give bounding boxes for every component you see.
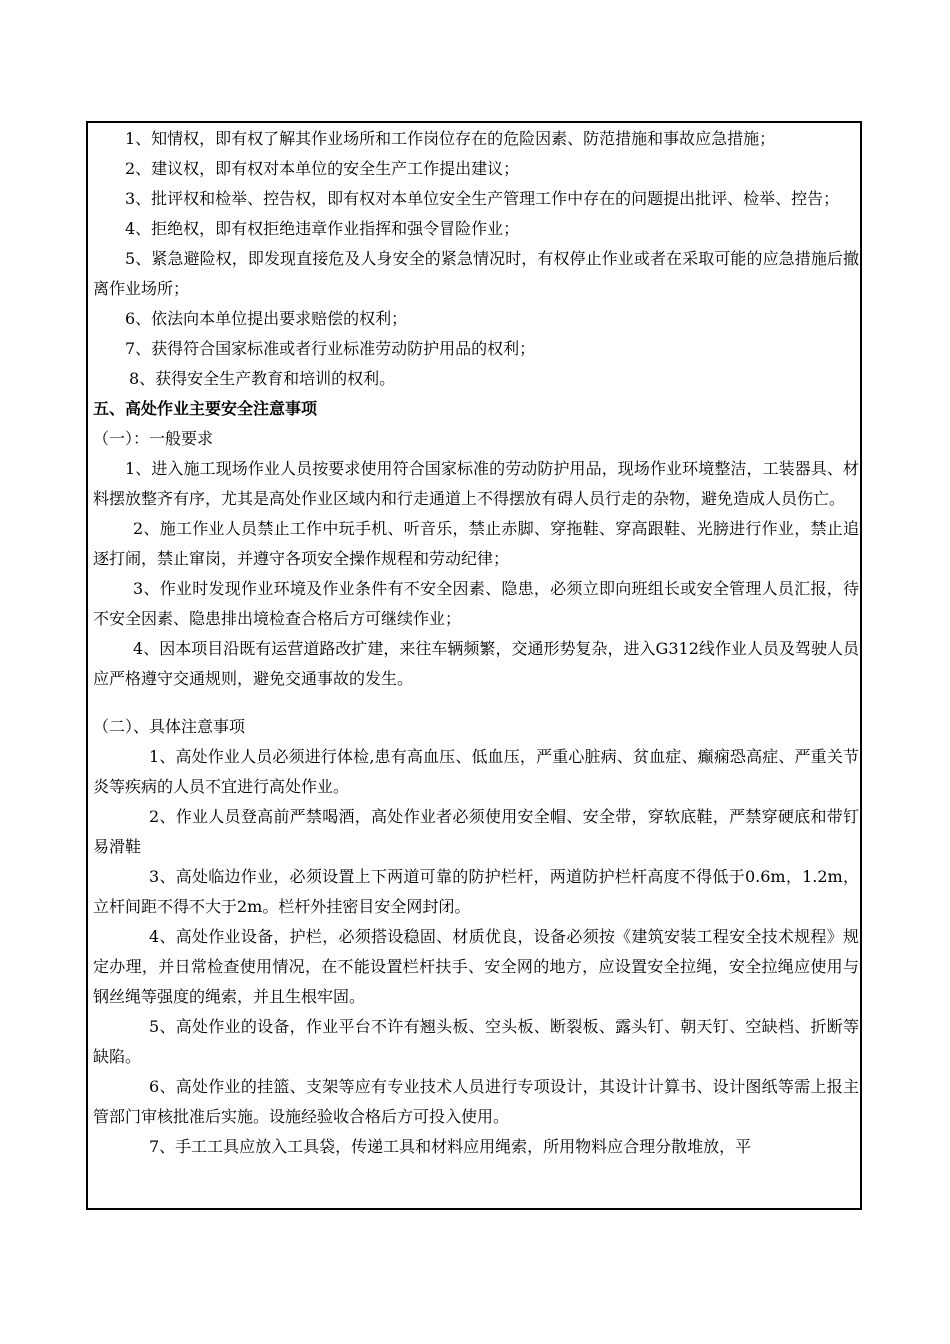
specific-item-5: 5、高处作业的设备，作业平台不许有翘头板、空头板、断裂板、露头钉、朝天钉、空缺档、折断等缺陷。 — [93, 1017, 859, 1066]
general-item-4: 4、因本项目沿既有运营道路改扩建，来往车辆频繁，交通形势复杂，进入G312线作业人员及驾驶人员应严格遵守交通规则，避免交通事故的发生。 — [93, 639, 859, 688]
right-item-8: 8、获得安全生产教育和培训的权利。 — [129, 369, 396, 388]
right-item-2: 2、建议权，即有权对本单位的安全生产工作提出建议； — [125, 159, 520, 178]
specific-item-3: 3、高处临边作业，必须设置上下两道可靠的防护栏杆，两道防护栏杆高度不得低于0.6m，1.2m，立杆间距不得不大于2m。栏杆外挂密目安全网封闭。 — [93, 867, 859, 916]
general-item-3: 3、作业时发现作业环境及作业条件有不安全因素、隐患，必须立即向班组长或安全管理人员汇报，待不安全因素、隐患排出境检查合格后方可继续作业； — [93, 579, 859, 628]
right-item-5: 5、紧急避险权，即发现直接危及人身安全的紧急情况时，有权停止作业或者在采取可能的应急措施后撤离作业场所； — [93, 249, 859, 298]
specific-item-7: 7、手工工具应放入工具袋，传递工具和材料应用绳索，所用物料应合理分散堆放，平 — [149, 1137, 752, 1156]
spacer — [93, 694, 859, 712]
specific-item-2: 2、作业人员登高前严禁喝酒，高处作业者必须使用安全帽、安全带，穿软底鞋，严禁穿硬底和带钉易滑鞋 — [93, 807, 859, 856]
general-requirements-title: （一）：一般要求 — [93, 429, 214, 448]
specific-item-4: 4、高处作业设备，护栏，必须搭设稳固、材质优良，设备必须按《建筑安装工程安全技术规程》规定办理，并日常检查使用情况，在不能设置栏杆扶手、安全网的地方，应设置安全拉绳，安全拉绳应使用与钢丝绳等强度的绳索，并且生根牢固。 — [93, 927, 859, 1006]
right-item-4: 4、拒绝权，即有权拒绝违章作业指挥和强令冒险作业； — [125, 219, 520, 238]
right-item-7: 7、获得符合国家标准或者行业标准劳动防护用品的权利； — [125, 339, 536, 358]
right-item-3: 3、批评权和检举、控告权，即有权对本单位安全生产管理工作中存在的问题提出批评、检举、控告； — [125, 189, 840, 208]
specific-item-6: 6、高处作业的挂篮、支架等应有专业技术人员进行专项设计，其设计计算书、设计图纸等需上报主管部门审核批准后实施。设施经验收合格后方可投入使用。 — [93, 1077, 859, 1126]
section-5-title: 五、高处作业主要安全注意事项 — [93, 399, 318, 418]
specific-item-1: 1、高处作业人员必须进行体检,患有高血压、低血压，严重心脏病、贫血症、癫痫恐高症、严重关节炎等疾病的人员不宜进行高处作业。 — [93, 747, 859, 796]
document-body — [93, 124, 859, 1162]
general-item-2: 2、施工作业人员禁止工作中玩手机、听音乐，禁止赤脚、穿拖鞋、穿高跟鞋、光膀进行作业，禁止追逐打闹，禁止窜岗，并遵守各项安全操作规程和劳动纪律； — [93, 519, 859, 568]
general-item-1: 1、进入施工现场作业人员按要求使用符合国家标准的劳动防护用品，现场作业环境整洁，工装器具、材料摆放整齐有序，尤其是高处作业区域内和行走通道上不得摆放有碍人员行走的杂物，避免造成人员伤亡。 — [93, 459, 859, 508]
right-item-6: 6、依法向本单位提出要求赔偿的权利； — [125, 309, 408, 328]
specific-items-title: （二）、具体注意事项 — [93, 717, 246, 736]
right-item-1: 1、知情权，即有权了解其作业场所和工作岗位存在的危险因素、防范措施和事故应急措施； — [125, 129, 776, 148]
